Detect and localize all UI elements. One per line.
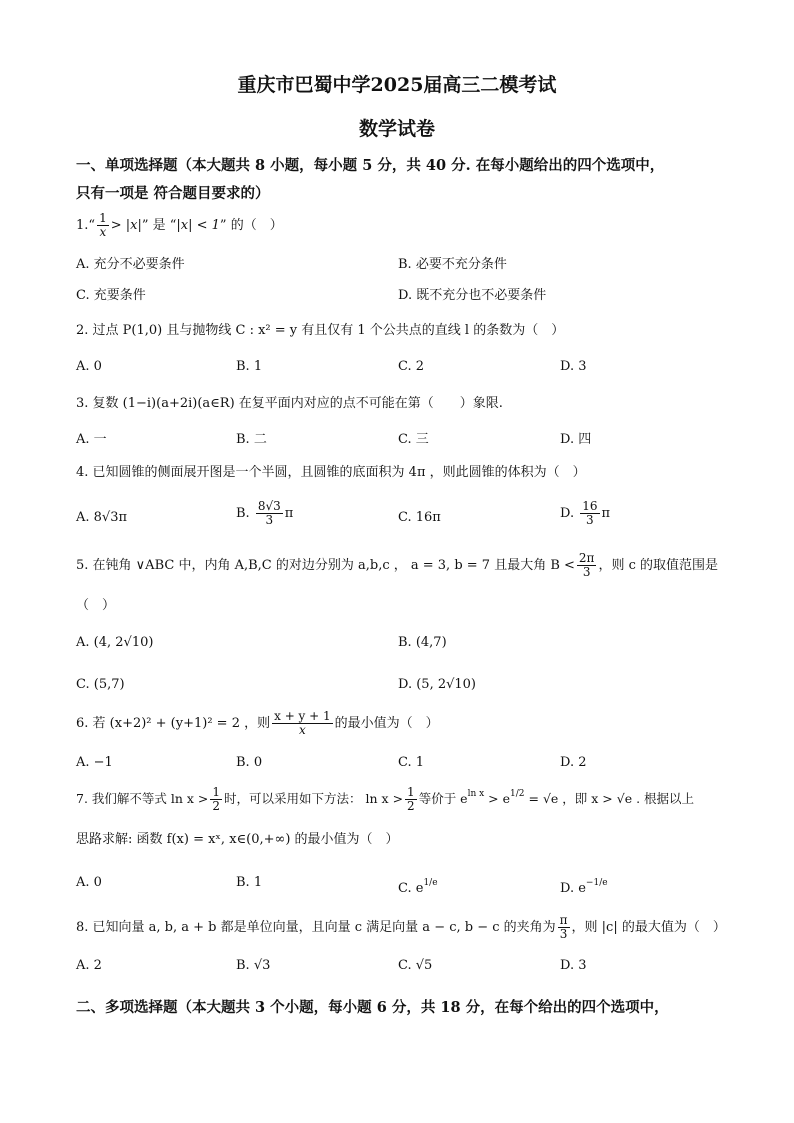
q7-option-c-text: C. e (398, 881, 424, 896)
section-1-heading: 一、单项选择题（本大题共 8 小题，每小题 5 分，共 40 分. 在每小题给出的四个选项中， (76, 157, 665, 174)
q4-option-b (236, 500, 293, 527)
q8-tail: ，则 |c| 的最大值为（ ） (571, 920, 726, 935)
q2-option-d: D. 3 (560, 359, 587, 374)
q4-option-d-den: 3 (586, 513, 594, 527)
section-1-heading-cont: 只有一项是 符合题目要求的） (76, 185, 270, 202)
q7-part-d: > e (484, 791, 511, 806)
q6-text-b: 的最小值为（ ） (334, 716, 439, 731)
q7-part-e: = √e ，即 x > √e . 根据以上 (524, 791, 695, 806)
section-2-heading: 二、多项选择题（本大题共 3 个小题，每小题 6 分，共 18 分，在每个给出的四个选项中， (76, 999, 669, 1016)
q6-option-c: C. 1 (398, 755, 425, 770)
q1-connector: ” 是 “ (141, 218, 177, 233)
q8-option-b: B. √3 (236, 958, 271, 973)
question-6 (76, 710, 439, 737)
q7-part-b: 时，可以采用如下方法： ln x > (224, 791, 404, 806)
q7-exp-half-den: 2 (518, 789, 525, 799)
q5-text-b: ，则 c 的取值范围是 (598, 558, 718, 573)
q6-option-b: B. 0 (236, 755, 263, 770)
q5-frac-den: 3 (582, 565, 591, 579)
q5-fraction (577, 552, 597, 579)
q6-fraction (272, 710, 333, 737)
q7-option-d (560, 874, 608, 898)
q1-frac-den: x (99, 225, 107, 239)
q1-option-b: B. 必要不充分条件 (398, 257, 507, 272)
q5-option-c: C. (5,7) (76, 677, 125, 692)
q7-option-a: A. 0 (76, 875, 102, 890)
q3-option-a: A. 一 (76, 432, 107, 447)
q2-option-a: A. 0 (76, 359, 102, 374)
q5-option-d: D. (5, 2√10) (398, 677, 476, 692)
q7-option-b: B. 1 (236, 875, 263, 890)
q3-option-c: C. 三 (398, 432, 429, 447)
q4-option-b-pi: π (284, 506, 294, 521)
q7-half-1-den: 2 (212, 799, 221, 813)
q7-option-c-exp: 1/e (423, 878, 438, 888)
q6-text-a: 6. 若 (x+2)² + (y+1)² = 2 ，则 (76, 716, 271, 731)
q1-condition-b: |x| < 1 (176, 218, 220, 233)
question-1: 1.“ $\frac{1}{x}$ > |x|” 是 “|x| < 1” 的（ ） (76, 211, 283, 239)
q5-frac-num: 2π (578, 551, 595, 565)
q4-option-b-fraction (256, 500, 283, 527)
q8-frac-den: 3 (559, 927, 568, 941)
q8-frac-num: π (559, 913, 568, 927)
q4-option-b-num: 8√3 (257, 499, 281, 513)
q5-option-a: A. (4, 2√10) (76, 635, 154, 650)
q4-option-d-num: 16 (582, 499, 598, 513)
question-5-cont: （ ） (76, 598, 116, 613)
q6-frac-num: x + y + 1 (274, 709, 331, 723)
q1-tail: ” 的（ ） (219, 218, 283, 233)
q4-option-c: C. 16π (398, 510, 441, 525)
question-7 (76, 784, 694, 813)
q5-text-a: 5. 在钝角 ∨ABC 中，内角 A,B,C 的对边分别为 a,b,c ， a = 3, b = 7 且最大角 B < (76, 558, 575, 573)
q6-option-a: A. −1 (76, 755, 113, 770)
q8-text: 8. 已知向量 a, b, a + b 都是单位向量，且向量 c 满足向量 a − c, b − c 的夹角为 (76, 920, 556, 935)
q4-option-b-label: B. (236, 506, 250, 521)
q7-part-c: 等价于 e (418, 791, 468, 806)
q7-half-2-num: 1 (407, 785, 415, 799)
question-3: 3. 复数 (1−i)(a+2i)(a∈R) 在复平面内对应的点不可能在第（ ）象限. (76, 396, 503, 411)
q7-option-c (398, 874, 438, 898)
q5-option-b: B. (4,7) (398, 635, 447, 650)
q2-option-c: C. 2 (398, 359, 425, 374)
q3-option-b: B. 二 (236, 432, 267, 447)
q4-option-d-fraction (580, 500, 599, 527)
q1-number: 1. (76, 218, 89, 233)
q1-condition-a: > |x| (110, 218, 142, 233)
q2-option-b: B. 1 (236, 359, 263, 374)
question-2: 2. 过点 P(1,0) 且与抛物线 C : x² = y 有且仅有 1 个公共点的直线 l 的条数为（ ） (76, 323, 565, 338)
q7-option-d-exp: −1/e (585, 878, 608, 888)
q4-option-d-pi: π (601, 506, 611, 521)
q7-exp-half-num: 1 (510, 789, 516, 799)
question-4: 4. 已知圆锥的侧面展开图是一个半圆，且圆锥的底面积为 4π ，则此圆锥的体积为（ ） (76, 465, 586, 480)
q7-half-1-num: 1 (212, 785, 221, 799)
q1-option-c: C. 充要条件 (76, 288, 146, 303)
q8-option-d: D. 3 (560, 958, 587, 973)
q7-half-2-den: 2 (407, 799, 415, 813)
question-8 (76, 914, 726, 941)
q1-option-a: A. 充分不必要条件 (76, 257, 185, 272)
q1-fraction (97, 212, 109, 239)
q8-fraction (558, 914, 570, 941)
q7-option-d-text: D. e (560, 881, 586, 896)
q4-option-a: A. 8√3π (76, 510, 128, 525)
q7-half-1 (210, 786, 222, 813)
page-subtitle: 数学试卷 (358, 118, 435, 140)
q4-option-d-label: D. (560, 506, 575, 521)
q6-frac-den: x (299, 723, 306, 737)
q8-option-c: C. √5 (398, 958, 433, 973)
q7-part-a: 7. 我们解不等式 ln x > (76, 791, 209, 806)
question-5 (76, 552, 718, 579)
q4-option-d (560, 500, 610, 527)
q1-option-d: D. 既不充分也不必要条件 (398, 288, 547, 303)
q7-exp-half: 1/2 (510, 789, 525, 799)
q6-option-d: D. 2 (560, 755, 587, 770)
q7-half-2 (405, 786, 417, 813)
q3-option-d: D. 四 (560, 432, 592, 447)
q4-option-b-den: 3 (265, 513, 274, 527)
question-7-cont: 思路求解: 函数 f(x) = xˣ, x∈(0,+∞) 的最小值为（ ） (76, 832, 399, 847)
q7-exp-lnx: ln x (467, 789, 485, 799)
q8-option-a: A. 2 (76, 958, 102, 973)
q1-frac-num: 1 (99, 211, 107, 225)
page-title: 重庆市巴蜀中学2025届高三二模考试 (237, 74, 557, 96)
